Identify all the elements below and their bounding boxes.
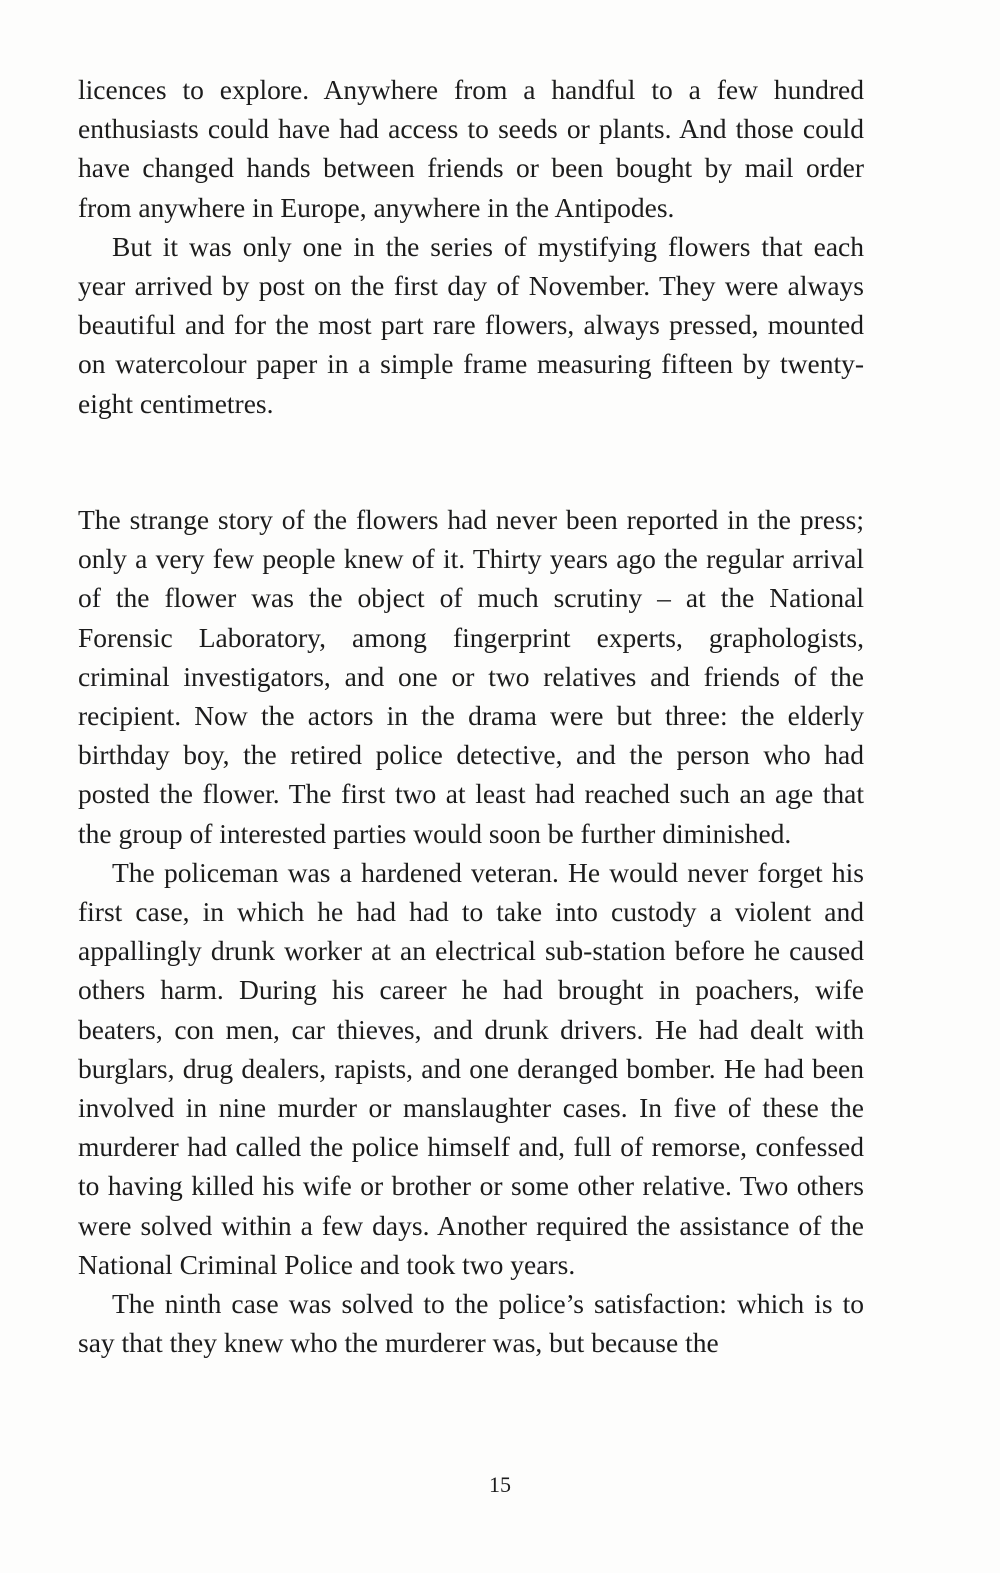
text-section-one bbox=[78, 70, 864, 423]
paragraph-flower-series: But it was only one in the series of mystifying flowers that each year arrived by post on the first day of November. They were always beautiful and for the most part rare flowers, always pressed, mounted on watercolour paper in a simple frame measuring fifteen by twenty-eight centimetres. bbox=[78, 230, 864, 419]
paragraph-ninth-case: The ninth case was solved to the police’s satisfaction: which is to say that they knew who the murderer was, but because the bbox=[78, 1288, 864, 1359]
page-number: 15 bbox=[489, 1472, 511, 1497]
paragraph-policeman-veteran: The policeman was a hardened veteran. He would never forget his first case, in which he had had to take into custody a violent and appallingly drunk worker at an electrical sub-station before he caused others harm. During his career he had brought in poachers, wife beaters, con men, car thieves, and drunk drivers. He had dealt with burglars, drug dealers, rapists, and one deranged bomber. He had been involved in nine murder or manslaughter cases. In five of these the murderer had called the police himself and, full of remorse, confessed to having killed his wife or brother or some other relative. Two others were solved within a few days. Another required the assistance of the National Criminal Police and took two years. bbox=[78, 856, 864, 1280]
paragraph-continuation: licences to explore. Anywhere from a handful to a few hundred enthusiasts could have had access to seeds or plants. And those could have changed hands between friends or been bought by mail order from anywhere in Europe, anywhere in the Antipodes. bbox=[78, 74, 864, 223]
text-section-two bbox=[78, 500, 864, 1362]
paragraph-strange-story: The strange story of the flowers had never been reported in the press; only a very few people knew of it. Thirty years ago the regular arrival of the flower was the object of much scrutiny – at the National Forensic Laboratory, among fingerprint experts, graphologists, criminal investigators, and one or two relatives and friends of the recipient. Now the actors in the drama were but three: the elderly birthday boy, the retired police detective, and the person who had posted the flower. The first two at least had reached such an age that the group of interested parties would soon be further diminished. bbox=[78, 504, 864, 849]
